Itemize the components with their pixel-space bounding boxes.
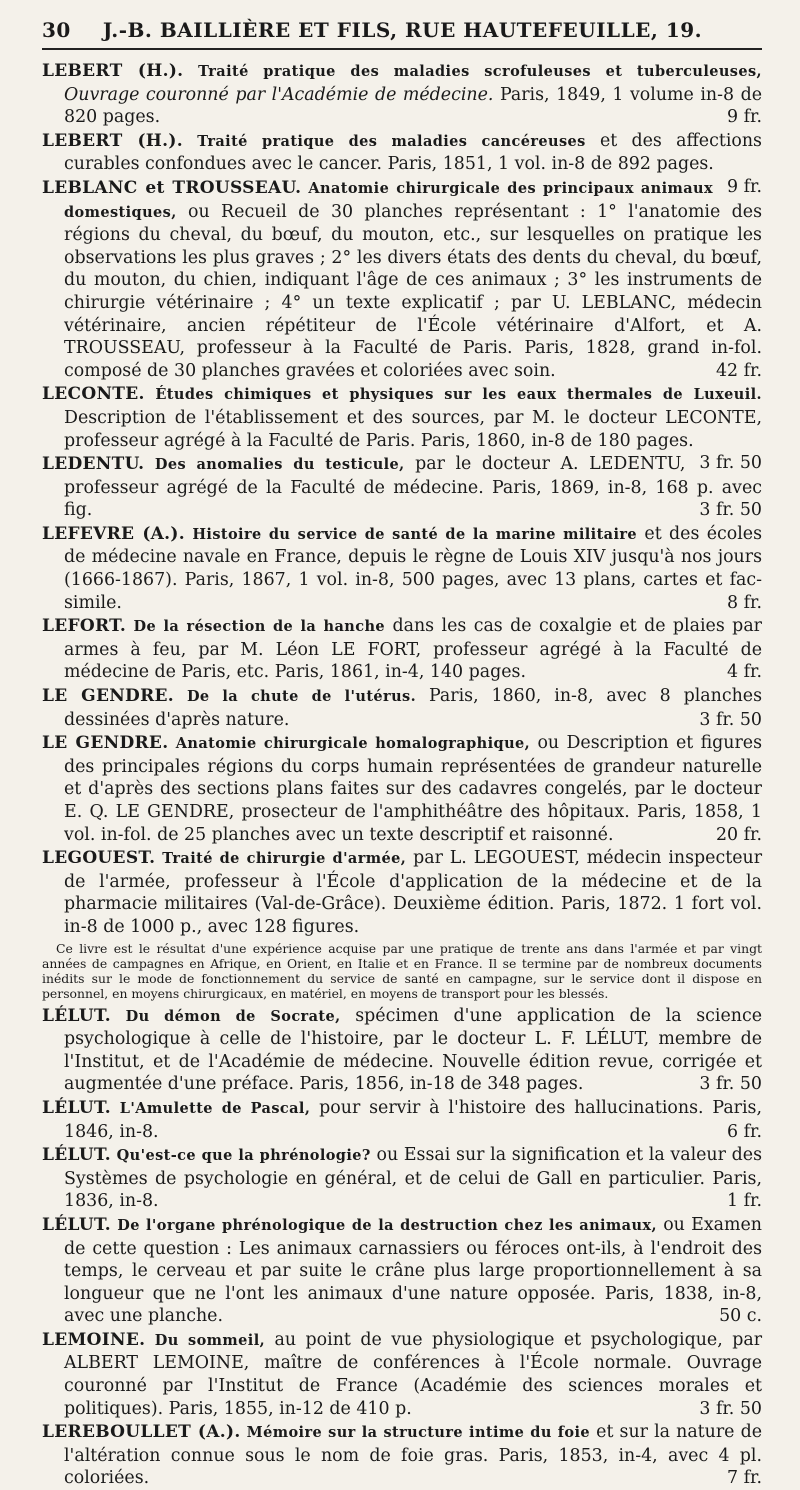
entry-author: LEGOUEST. — [42, 848, 156, 869]
entry-text: ou Description et figures des principales régions du corps humain représentées de grandeur naturelle et d'après des sections plans faites sur des cadavres congelés, par le docteur E. Q. LE GENDRE, prosecteur de l'amphithéâtre des hôpitaux. Paris, 1858, 1 vol. in-fol. de 25 planches avec un texte descriptif et raisonné. — [64, 733, 763, 845]
catalog-entry — [42, 1329, 762, 1420]
entry-title: Traité de chirurgie d'armée, — [162, 850, 407, 868]
entry-text: Description de l'établissement et des sources, par M. le docteur LECONTE, professeur agrégé à la Faculté de Paris. Paris, 1860, in-8 de 180 pages. — [64, 407, 762, 451]
entry-author: LÉLUT. — [42, 1214, 111, 1235]
catalog-entry — [42, 60, 762, 129]
entry-title: De la résection de la hanche — [133, 618, 386, 636]
entry-price: 9 fr. — [727, 107, 762, 128]
entry-text: par le docteur A. LEDENTU, professeur agrégé de la Faculté de médecine. Paris, 1869, in-8, 168 p. avec fig. — [64, 454, 762, 521]
entry-price: 3 fr. 50 — [699, 709, 762, 730]
entry-title: Histoire du service de santé de la marine militaire — [192, 525, 638, 543]
catalog-entry — [42, 1421, 762, 1490]
entry-author: LEFORT. — [42, 616, 127, 637]
entry-author: LÉLUT. — [42, 1097, 111, 1118]
entry-text: par L. LEGOUEST, médecin inspecteur de l'armée, professeur à l'École d'application de la médecine et de la pharmacie militaires (Val-de-Grâce). Deuxième édition. Paris, 1872. 1 fort vol. in-8 de 1000 p., avec 128 figures. — [64, 848, 763, 937]
entry-title: Qu'est-ce que la phrénologie? — [116, 1147, 371, 1165]
page-number: 30 — [42, 18, 71, 42]
entry-author: LEREBOULLET (A.). — [42, 1422, 241, 1443]
entry-price: 3 fr. 50 — [699, 500, 762, 521]
entry-title: Traité pratique des maladies scrofuleuses et tuberculeuses, — [198, 63, 762, 80]
entry-list — [42, 60, 762, 1490]
entry-title: Traité pratique des maladies cancéreuses — [197, 132, 586, 150]
entry-title: Des anomalies du testicule, — [154, 456, 405, 474]
running-title: J.-B. BAILLIÈRE ET FILS, RUE HAUTEFEUILLE, 19. — [102, 18, 703, 42]
entry-text: ou Essai sur la signification et la valeur des Systèmes de psychologie en général, et de celui de Gall en particulier. Paris, 1836, in-8. — [64, 1145, 762, 1212]
entry-text: Paris, 1860, in-8, avec 8 planches dessinées d'après nature. — [64, 686, 762, 730]
catalog-entry — [42, 615, 762, 684]
entry-price: 4 fr. — [727, 662, 762, 683]
page-header — [42, 18, 762, 50]
entry-title: Anatomie chirurgicale homalographique, — [175, 735, 531, 753]
entry-text: spécimen d'une application de la science psychologique à celle de l'histoire, par le docteur L. F. LÉLUT, membre de l'Institut, et de l'Académie de médecine. Nouvelle édition revue, corrigée et augmentée d'une préface. Paris, 1856, in-18 de 348 pages. — [64, 1005, 762, 1095]
entry-title: Mémoire sur la structure intime du foie — [246, 1424, 591, 1442]
entry-title: Du sommeil, — [154, 1331, 266, 1349]
catalog-entry — [42, 1097, 762, 1143]
entry-author: LECONTE. — [42, 384, 145, 405]
entry-author: LEBERT (H.). — [42, 130, 183, 151]
entry-author: LEBERT (H.). — [42, 61, 184, 81]
entry-price: 3 fr. 50 — [699, 453, 762, 474]
entry-price: 3 fr. 50 — [699, 1398, 762, 1419]
catalog-entry — [42, 177, 762, 382]
entry-text: et des affections curables confondues avec le cancer. Paris, 1851, 1 vol. in-8 de 892 pages. — [64, 130, 762, 175]
entry-title: Du démon de Socrate, — [125, 1007, 341, 1025]
entry-price: 9 fr. — [727, 176, 762, 197]
entry-title: Études chimiques et physiques sur les eaux thermales de Luxeuil. — [155, 386, 762, 404]
entry-price: 42 fr. — [715, 360, 762, 381]
entry-text: ou Recueil de 30 planches représentant : 1° l'anatomie des régions du cheval, du bœuf, du mouton, etc., sur lesquelles on pratique les observations les plus graves ; 2° les divers états des dents du cheval, du bœuf, du mouton, du chien, indiquant l'âge de ces animaux ; 3° les instruments de chirurgie vétérinaire ; 4° un texte explicatif ; par U. LEBLANC, médecin vétérinaire, ancien répétiteur de l'École vétérinaire d'Alfort, et A. TROUSSEAU, professeur à la Faculté de Paris. Paris, 1828, grand in-fol. composé de 30 planches gravées et coloriées avec soin. — [64, 201, 762, 381]
catalog-entry — [42, 1005, 762, 1096]
entry-text: Paris, 1849, 1 volume in-8 de 820 pages. — [64, 84, 762, 128]
entry-title: L'Amulette de Pascal, — [119, 1099, 311, 1117]
entry-price: 3 fr. 50 — [699, 1074, 762, 1095]
entry-text: dans les cas de coxalgie et de plaies par armes à feu, par M. Léon LE FORT, professeur agrégé à la Faculté de médecine de Paris, etc. Paris, 1861, in-4, 140 pages. — [64, 616, 762, 683]
entry-author: LE GENDRE. — [42, 686, 174, 707]
entry-author: LÉLUT. — [42, 1145, 111, 1166]
catalog-entry — [42, 685, 762, 731]
entry-author: LE GENDRE. — [42, 733, 169, 754]
catalog-entry — [42, 1214, 762, 1328]
entry-note: Ce livre est le résultat d'une expérience acquise par une pratique de trente ans dans l'armée et par vingt années de campagnes en Afrique, en Orient, en Italie et en France. Il se termine par de nombreux documents inédits sur le mode de fonctionnement du service de santé en campagne, sur le service dont il dispose en personnel, en moyens chirurgicaux, en matériel, en moyens de transport pour les blessés. — [42, 940, 762, 1001]
entry-title: De la chute de l'utérus. — [186, 688, 417, 706]
entry-price: 20 fr. — [715, 824, 762, 845]
entry-price: 6 fr. — [727, 1121, 762, 1142]
entry-author: LEMOINE. — [42, 1329, 146, 1350]
catalog-entry — [42, 453, 762, 522]
entry-author: LEFEVRE (A.). — [42, 523, 185, 544]
entry-price: 1 fr. — [727, 1191, 762, 1212]
catalog-entry — [42, 523, 762, 614]
entry-author: LÉLUT. — [42, 1005, 111, 1026]
entry-text: pour servir à l'histoire des hallucinations. Paris, 1846, in-8. — [64, 1097, 763, 1142]
entry-italic: Ouvrage couronné par l'Académie de médecine. — [64, 84, 494, 105]
entry-price: 7 fr. — [727, 1468, 762, 1489]
entry-author: LEBLANC et TROUSSEAU. — [42, 177, 302, 198]
entry-price: 8 fr. — [727, 592, 762, 613]
catalog-entry — [42, 847, 762, 938]
entry-title: De l'organe phrénologique de la destruction chez les animaux, — [117, 1216, 657, 1234]
entry-text: ou Examen de cette question : Les animaux carnassiers ou féroces ont-ils, à l'endroit des temps, le cerveau et par suite le crâne plus large proportionnellement à sa longueur que ne l'ont les animaux d'une nature opposée. Paris, 1838, in-8, avec une planche. — [64, 1214, 762, 1327]
catalog-entry — [42, 732, 762, 846]
entry-text: au point de vue physiologique et psychologique, par ALBERT LEMOINE, maître de conférences à l'École normale. Ouvrage couronné par l'Institut de France (Académie des sciences morales et politiques). Paris, 1855, in-12 de 410 p. — [64, 1329, 763, 1419]
entry-text: et des écoles de médecine navale en France, depuis le règne de Louis XIV jusqu'à nos jours (1666-1867). Paris, 1867, 1 vol. in-8, 500 pages, avec 13 plans, cartes et fac-simile. — [64, 523, 762, 613]
entry-price: 50 c. — [719, 1306, 762, 1327]
catalog-entry — [42, 1144, 762, 1213]
entry-text: et sur la nature de l'altération connue sous le nom de foie gras. Paris, 1853, in-4, avec 4 pl. coloriées. — [64, 1422, 763, 1489]
entry-author: LEDENTU. — [42, 454, 145, 475]
entry-title: Anatomie chirurgicale des principaux animaux domestiques, — [64, 179, 714, 221]
